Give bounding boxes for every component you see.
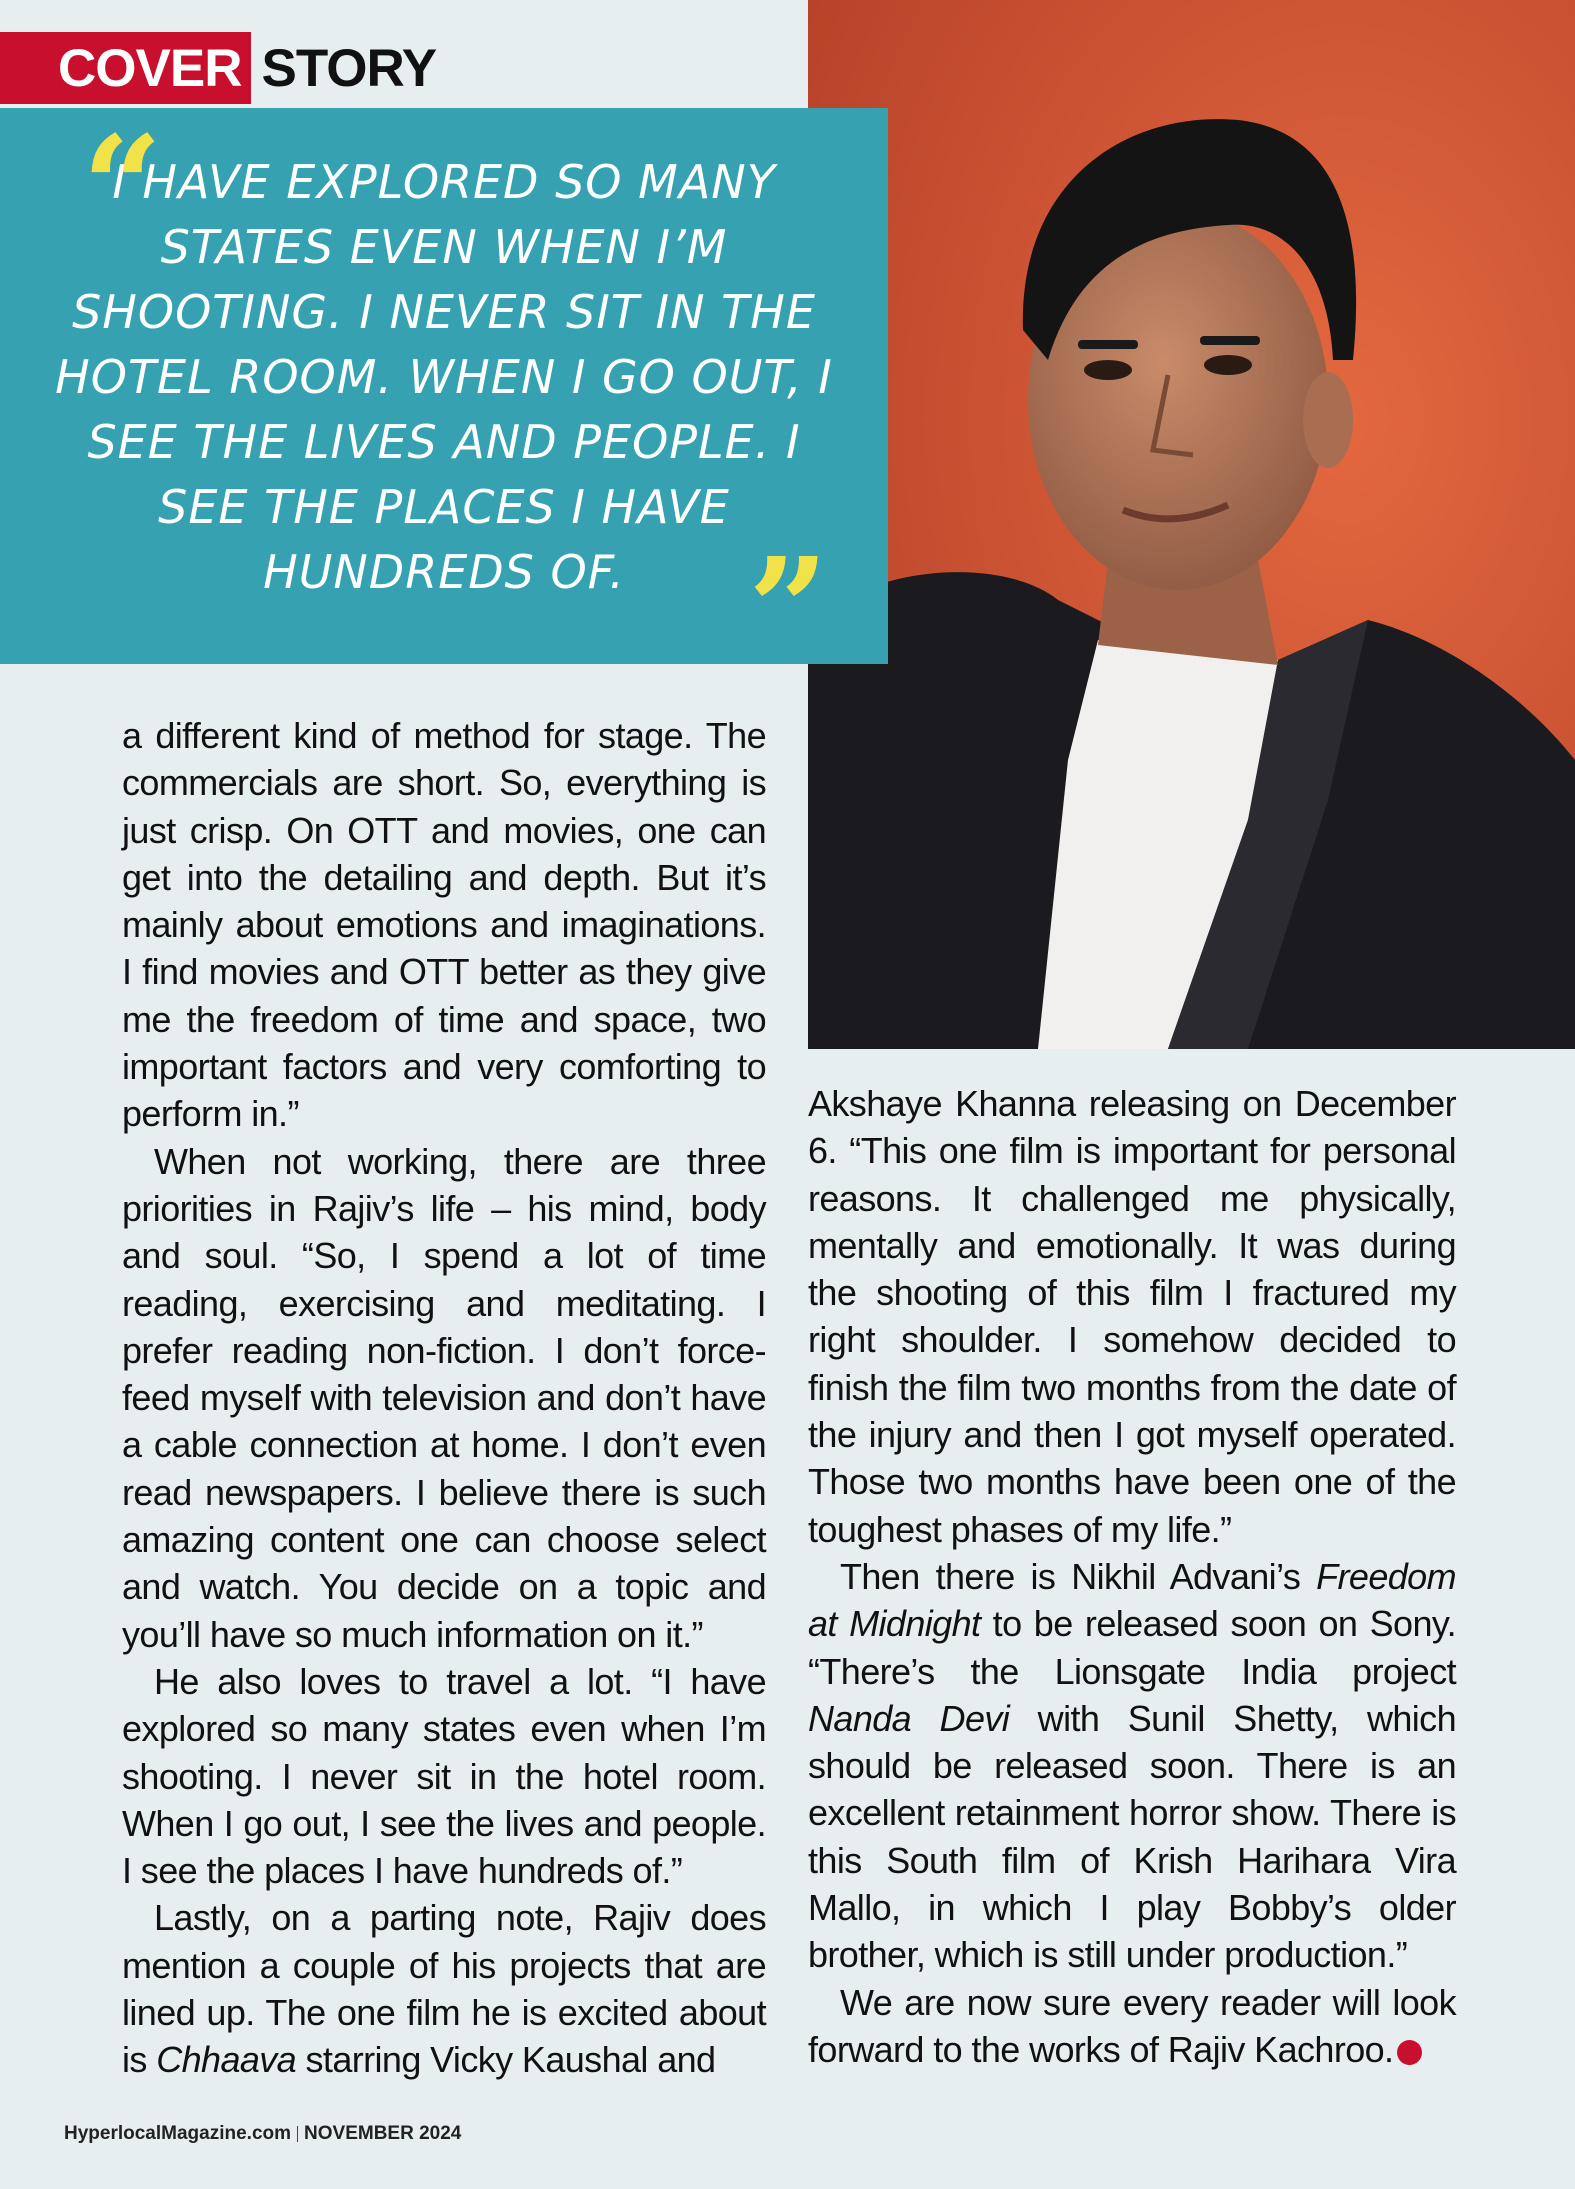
- close-quote-mark-icon: ”: [748, 528, 829, 692]
- film-title: Chhaava: [156, 2039, 297, 2081]
- footer-site: HyperlocalMagazine.com: [64, 2123, 292, 2144]
- paragraph: [808, 1979, 1456, 2074]
- film-title: Nanda Devi: [808, 1697, 1010, 1739]
- open-quote-mark-icon: “: [82, 106, 163, 270]
- paragraph: He also loves to travel a lot. “I have explored so many states even when I’m shooting. I never sit in the hotel room. When I go out, I see the lives and people. I see the places I have hundreds of.”: [122, 1660, 766, 1892]
- pull-quote-text: I HAVE EXPLORED SO MANY STATES EVEN WHEN I’M SHOOTING. I NEVER SIT IN THE HOTEL ROOM. WHEN I GO OUT, I SEE THE LIVES AND PEOPLE. I SEE THE PLACES I HAVE HUNDREDS OF.: [55, 155, 833, 599]
- article-column-right: [808, 1080, 1456, 2073]
- film-title: Freedom at Midnight: [808, 1555, 1456, 1645]
- paragraph-text: starring Vicky Kaushal and: [296, 2039, 716, 2081]
- paragraph-text: Lastly, on a parting note, Rajiv does mention a couple of his projects that are lined up. The one film he is excited about is: [122, 1897, 766, 2081]
- article-column-left: [122, 712, 766, 2084]
- portrait-photo: [808, 0, 1575, 1049]
- paragraph-text: with Sunil Shetty, which should be released soon. There is an excellent retainment horror show. There is this South film of Krish Harihara Vira Mallo, in which I play Bobby’s older brother, which is still under production.”: [808, 1697, 1456, 1976]
- section-tag-story: STORY: [261, 38, 437, 98]
- paragraph: a different kind of method for stage. The commercials are short. So, everything is just crisp. On OTT and movies, one can get into the detailing and depth. But it’s mainly about emotions and imaginations. I find movies and OTT better as they give me the freedom of time and space, two important factors and very comforting to perform in.”: [122, 715, 766, 1135]
- page-footer: [64, 2123, 461, 2145]
- section-tag: [0, 32, 446, 104]
- footer-issue: NOVEMBER 2024: [304, 2123, 462, 2144]
- end-mark-icon: [1397, 2040, 1422, 2065]
- paragraph-text: to be released soon on Sony. “There’s the Lionsgate India project: [808, 1603, 1456, 1692]
- paragraph: [122, 1894, 766, 2083]
- section-tag-cover: COVER: [0, 32, 251, 104]
- paragraph: Akshaye Khanna releasing on December 6. “This one film is important for personal reasons. It challenged me physically, mentally and emotionally. It was during the shooting of this film I fractured my right shoulder. I somehow decided to finish the film two months from the date of the injury and then I got myself operated. Those two months have been one of the toughest phases of my life.”: [808, 1083, 1456, 1550]
- paragraph-text: We are now sure every reader will look forward to the works of Rajiv Kachroo.: [808, 1981, 1456, 2070]
- paragraph-text: Then there is Nikhil Advani’s: [840, 1555, 1317, 1597]
- paragraph: [808, 1553, 1456, 1979]
- footer-divider: [297, 2126, 298, 2142]
- paragraph: When not working, there are three priorities in Rajiv’s life – his mind, body and soul. “So, I spend a lot of time reading, exercising and meditating. I prefer reading non-fiction. I don’t force-feed myself with television and don’t have a cable connection at home. I don’t even read newspapers. I believe there is such amazing content one can choose select and watch. You decide on a topic and you’ll have so much information on it.”: [122, 1140, 766, 1655]
